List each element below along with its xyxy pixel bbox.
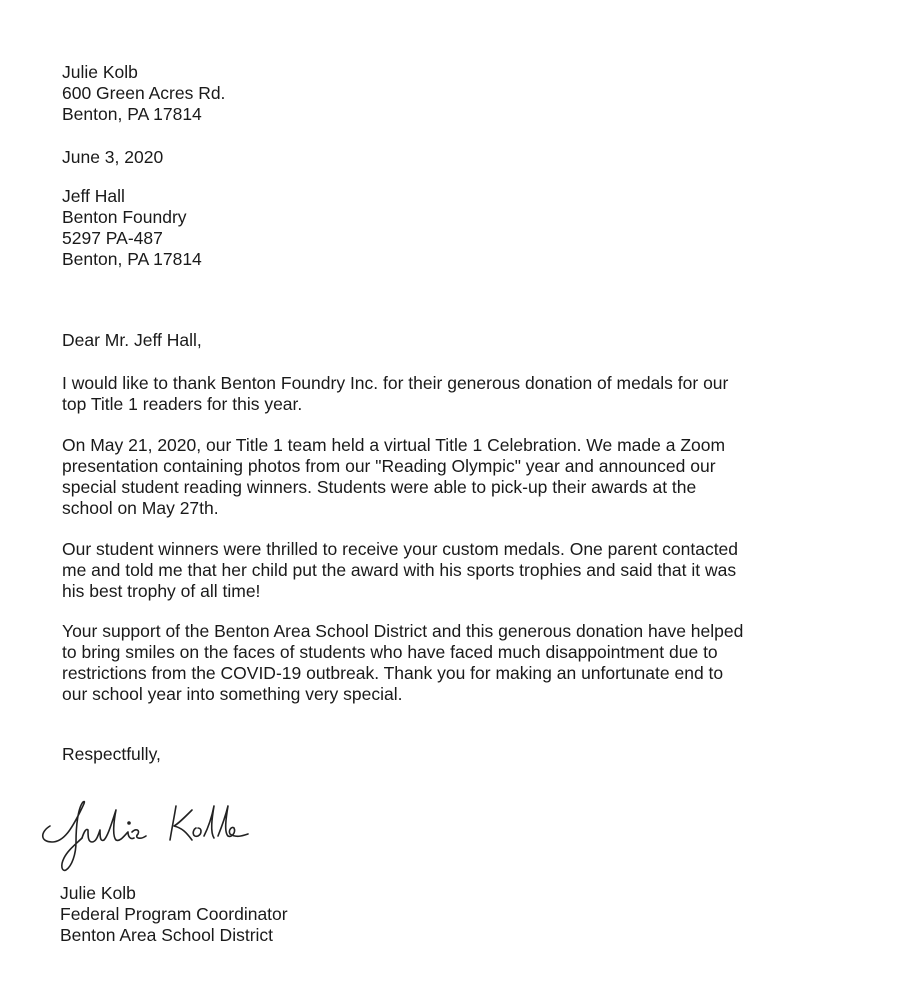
- body-paragraph-2: [62, 435, 852, 519]
- body-paragraph-3: [62, 539, 852, 602]
- date-text: June 3, 2020: [62, 147, 164, 167]
- paragraph-line: Your support of the Benton Area School District and this generous donation have helped: [62, 621, 744, 641]
- closing-text: Respectfully,: [62, 744, 161, 764]
- signer-name: Julie Kolb: [60, 883, 136, 903]
- paragraph-line: special student reading winners. Students were able to pick-up their awards at the: [62, 477, 697, 497]
- paragraph-line: to bring smiles on the faces of students who have faced much disappointment due to: [62, 642, 718, 662]
- sender-street: 600 Green Acres Rd.: [62, 83, 226, 103]
- paragraph-line: top Title 1 readers for this year.: [62, 394, 303, 414]
- paragraph-line: presentation containing photos from our "Reading Olympic" year and announced our: [62, 456, 716, 476]
- paragraph-line: restrictions from the COVID-19 outbreak. Thank you for making an unfortunate end to: [62, 663, 724, 683]
- paragraph-line: I would like to thank Benton Foundry Inc. for their generous donation of medals for our: [62, 373, 729, 393]
- closing: [62, 744, 161, 765]
- signer-title: Federal Program Coordinator: [60, 904, 288, 924]
- letter-date: [62, 147, 163, 168]
- handwritten-signature: [36, 792, 276, 872]
- paragraph-line: me and told me that her child put the award with his sports trophies and said that it was: [62, 560, 737, 580]
- sender-address: [62, 62, 225, 125]
- salutation: [62, 330, 202, 351]
- paragraph-line: Our student winners were thrilled to receive your custom medals. One parent contacted: [62, 539, 739, 559]
- sender-name: Julie Kolb: [62, 62, 138, 82]
- recipient-name: Jeff Hall: [62, 186, 125, 206]
- paragraph-line: school on May 27th.: [62, 498, 219, 518]
- paragraph-line: On May 21, 2020, our Title 1 team held a virtual Title 1 Celebration. We made a Zoom: [62, 435, 726, 455]
- body-paragraph-4: [62, 621, 852, 705]
- recipient-city: Benton, PA 17814: [62, 249, 202, 269]
- recipient-address: [62, 186, 202, 270]
- paragraph-line: our school year into something very special.: [62, 684, 403, 704]
- recipient-company: Benton Foundry: [62, 207, 187, 227]
- salutation-text: Dear Mr. Jeff Hall,: [62, 330, 202, 350]
- paragraph-line: his best trophy of all time!: [62, 581, 261, 601]
- signature-block: [60, 883, 288, 946]
- recipient-street: 5297 PA-487: [62, 228, 163, 248]
- signer-organization: Benton Area School District: [60, 925, 274, 945]
- body-paragraph-1: [62, 373, 852, 415]
- sender-city: Benton, PA 17814: [62, 104, 202, 124]
